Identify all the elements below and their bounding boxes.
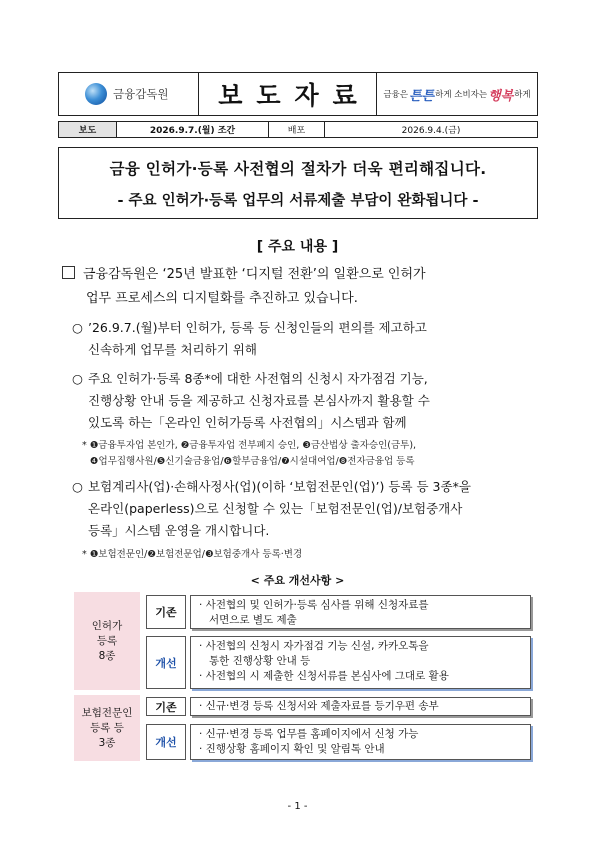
bullet-2-line-2: 진행상황 안내 등을 제공하고 신청자료를 본심사까지 활용할 수 (88, 393, 430, 408)
intro-paragraph (62, 263, 537, 311)
intro-line-1: 금융감독원은 ‘25년 발표한 ‘디지털 전환’의 일환으로 인허가 (83, 267, 426, 282)
bullet-3-line-2: 온라인(paperless)으로 신청할 수 있는「보험전문인(업)/보험중개사 (88, 501, 463, 516)
group-label (74, 592, 140, 690)
slogan-emphasis-2: 행복 (488, 88, 514, 104)
group-2-after-line-1: · 신규·변경 등록 업무를 홈페이지에서 신청 가능 (199, 728, 419, 740)
group-1-after-line-1: · 사전협의 신청시 자가점검 기능 신설, 카카오톡을 (199, 640, 429, 652)
distribution-label: 배포 (269, 122, 325, 137)
footnote-1-line-1: * ❶금융투자업 본인가, ❷금융투자업 전부폐지 승인, ❸금산법상 출자승인(금투), (82, 440, 417, 451)
improvements-heading: < 주요 개선사항 > (250, 574, 345, 587)
after-cell (190, 724, 531, 760)
group-1-after-line-3: · 사전협의 시 제출한 신청서류를 본심사에 그대로 활용 (199, 670, 449, 682)
after-cell (190, 636, 531, 689)
bullet-item (72, 317, 537, 361)
group-2-label-line: 3종 (98, 736, 116, 749)
title-box (58, 147, 538, 219)
before-cell (190, 595, 531, 629)
release-info-row (58, 121, 538, 138)
bullet-2-line-1: 주요 인허가·등록 8종*에 대한 사전협의 신청시 자가점검 기능, (88, 371, 428, 386)
release-label: 보도 (59, 122, 117, 137)
after-tag: 개선 (146, 724, 186, 760)
bullet-1-line-1: ’26.9.7.(월)부터 인허가, 등록 등 신청인들의 편의를 제고하고 (88, 320, 427, 335)
circle-bullet-icon: ○ (72, 320, 83, 335)
footnote-1-line-2: ❹업무집행사원/❺신기술금융업/❻할부금융업/❼시설대여업/❽전자금융업 등록 (90, 456, 415, 467)
bullet-3-line-1: 보험계리사(업)·손해사정사(업)(이하 ‘보험전문인(업)’) 등록 등 3종*을 (88, 479, 471, 494)
group-1-before-line-1: · 사전협의 및 인허가·등록 심사를 위해 신청자료를 (199, 599, 429, 611)
group-2-before-line-1: · 신규·변경 등록 신청서와 제출자료를 등기우편 송부 (199, 700, 439, 712)
distribution-date: 2026.9.4.(금) (401, 126, 461, 136)
page-number: - 1 - (287, 801, 308, 812)
slogan-part3: 하게 (514, 90, 531, 100)
fss-logo (59, 73, 199, 115)
main-title: 금융 인허가·등록 사전협의 절차가 더욱 편리해집니다. (109, 159, 487, 178)
logo-text: 금융감독원 (113, 87, 169, 101)
checkbox-bullet-icon (62, 266, 75, 279)
group-1-label-line: 8종 (98, 649, 116, 662)
bullet-item (72, 476, 537, 542)
group-1-before-line-2: 서면으로 별도 제출 (209, 614, 297, 626)
bullet-2-line-3: 있도록 하는「온라인 인허가등록 사전협의」시스템과 함께 (88, 415, 407, 430)
group-2-after-line-2: · 진행상황 홈페이지 확인 및 알림톡 안내 (199, 743, 385, 755)
globe-logo-icon (85, 83, 107, 105)
slogan-part1: 금융은 (383, 90, 408, 100)
document-type-title: 보도자료 (199, 73, 377, 115)
section-heading: [ 주요 내용 ] (256, 239, 339, 255)
intro-line-2: 업무 프로세스의 디지털화를 추진하고 있습니다. (86, 291, 358, 306)
group-1-label-line: 인허가 (91, 619, 123, 632)
footnote (82, 438, 537, 470)
before-tag: 기존 (146, 697, 186, 716)
bullet-item (72, 368, 537, 434)
after-tag: 개선 (146, 636, 186, 689)
footnote-2: * ❶보험전문인/❷보험전문업/❸보험중개사 등록·변경 (82, 549, 303, 560)
slogan (377, 73, 537, 115)
before-tag: 기존 (146, 595, 186, 629)
circle-bullet-icon: ○ (72, 371, 83, 386)
bullet-1-line-2: 신속하게 업무를 처리하기 위해 (88, 342, 257, 357)
circle-bullet-icon: ○ (72, 479, 83, 494)
bullet-3-line-3: 등록」시스템 운영을 개시합니다. (88, 523, 270, 538)
group-2-label-line: 보험전문인 (81, 706, 133, 719)
release-date: 2026.9.7.(월) 조간 (117, 122, 269, 137)
group-label (74, 695, 140, 761)
group-1-after-line-2: 통한 진행상황 안내 등 (209, 655, 311, 667)
group-1-label-line: 등록 (96, 634, 118, 647)
before-cell (190, 697, 531, 716)
slogan-part2: 하게 소비자는 (435, 90, 488, 100)
slogan-emphasis-1: 튼튼 (408, 88, 435, 104)
press-release-header (58, 72, 538, 116)
sub-title: - 주요 인허가·등록 업무의 서류제출 부담이 완화됩니다 - (117, 192, 479, 209)
group-2-label-line: 등록 등 (90, 721, 124, 734)
